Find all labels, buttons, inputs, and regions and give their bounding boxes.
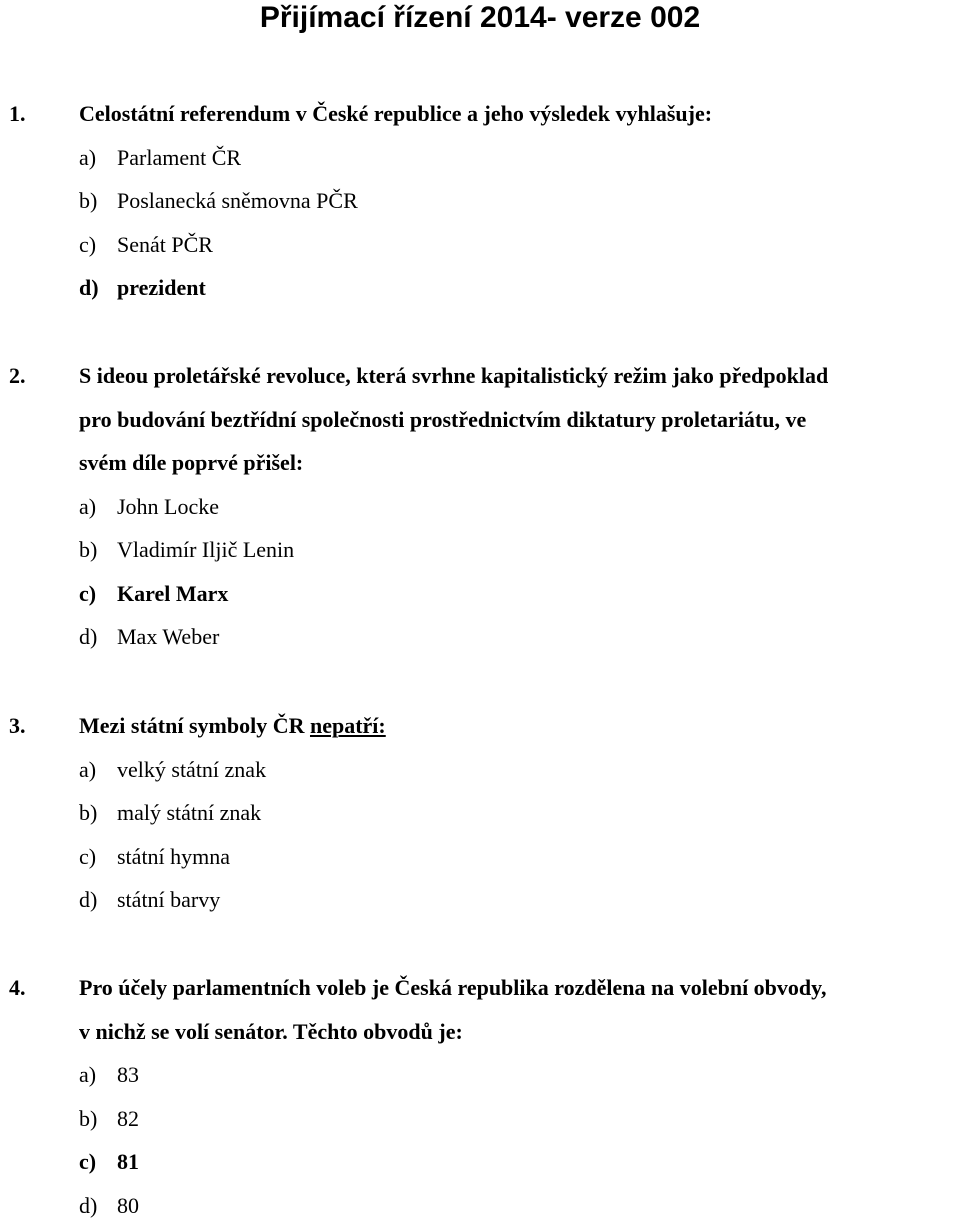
option-text: státní hymna	[117, 835, 230, 879]
option-text: 80	[117, 1184, 139, 1227]
option-letter: b)	[79, 528, 117, 572]
question-number: 1.	[0, 92, 79, 136]
option-d	[0, 266, 960, 310]
option-b	[0, 528, 960, 572]
option-letter: b)	[79, 791, 117, 835]
question-text: Mezi státní symboly ČR	[79, 713, 310, 738]
option-letter: a)	[79, 748, 117, 792]
question-4	[0, 966, 960, 1227]
option-letter: d)	[79, 878, 117, 922]
option-d	[0, 1184, 960, 1227]
option-letter: a)	[79, 1053, 117, 1097]
option-text: Vladimír Iljič Lenin	[117, 528, 294, 572]
option-letter: b)	[79, 1097, 117, 1141]
question-text: Celostátní referendum v České republice a jeho výsledek vyhlašuje:	[79, 92, 712, 136]
option-text: malý státní znak	[117, 791, 261, 835]
option-letter: c)	[79, 1140, 117, 1184]
option-c	[0, 223, 960, 267]
question-number: 4.	[0, 966, 79, 1010]
option-letter: d)	[79, 1184, 117, 1227]
question-text: S ideou proletářské revoluce, která svrhne kapitalistický režim jako předpoklad	[79, 354, 828, 398]
option-c	[0, 835, 960, 879]
option-text: Karel Marx	[117, 572, 228, 616]
page-title: Přijímací řízení 2014- verze 002	[0, 0, 960, 36]
question-3	[0, 704, 960, 922]
option-text: John Locke	[117, 485, 219, 529]
option-text: 81	[117, 1140, 139, 1184]
option-letter: b)	[79, 179, 117, 223]
option-letter: c)	[79, 835, 117, 879]
option-b	[0, 791, 960, 835]
option-letter: d)	[79, 266, 117, 310]
question-text-continued: v nichž se volí senátor. Těchto obvodů je:	[0, 1010, 960, 1054]
option-b	[0, 1097, 960, 1141]
option-letter: c)	[79, 572, 117, 616]
option-text: 82	[117, 1097, 139, 1141]
option-d	[0, 878, 960, 922]
option-text: 83	[117, 1053, 139, 1097]
option-a	[0, 136, 960, 180]
option-d	[0, 615, 960, 659]
question-text-continued: svém díle poprvé přišel:	[0, 441, 960, 485]
option-text: Poslanecká sněmovna PČR	[117, 179, 358, 223]
question-text: Pro účely parlamentních voleb je Česká republika rozdělena na volební obvody,	[79, 966, 826, 1010]
option-text: státní barvy	[117, 878, 220, 922]
option-letter: a)	[79, 485, 117, 529]
option-c	[0, 572, 960, 616]
question-number: 2.	[0, 354, 79, 398]
option-a	[0, 1053, 960, 1097]
option-letter: d)	[79, 615, 117, 659]
option-a	[0, 485, 960, 529]
option-letter: c)	[79, 223, 117, 267]
option-text: velký státní znak	[117, 748, 266, 792]
question-1	[0, 92, 960, 310]
option-text: Max Weber	[117, 615, 219, 659]
option-text: Parlament ČR	[117, 136, 241, 180]
question-2	[0, 354, 960, 659]
option-letter: a)	[79, 136, 117, 180]
option-text: Senát PČR	[117, 223, 213, 267]
option-text: prezident	[117, 266, 206, 310]
option-b	[0, 179, 960, 223]
question-text-continued: pro budování beztřídní společnosti prostřednictvím diktatury proletariátu, ve	[0, 398, 960, 442]
option-a	[0, 748, 960, 792]
question-number: 3.	[0, 704, 79, 748]
option-c	[0, 1140, 960, 1184]
question-text-underlined: nepatří:	[310, 713, 386, 738]
